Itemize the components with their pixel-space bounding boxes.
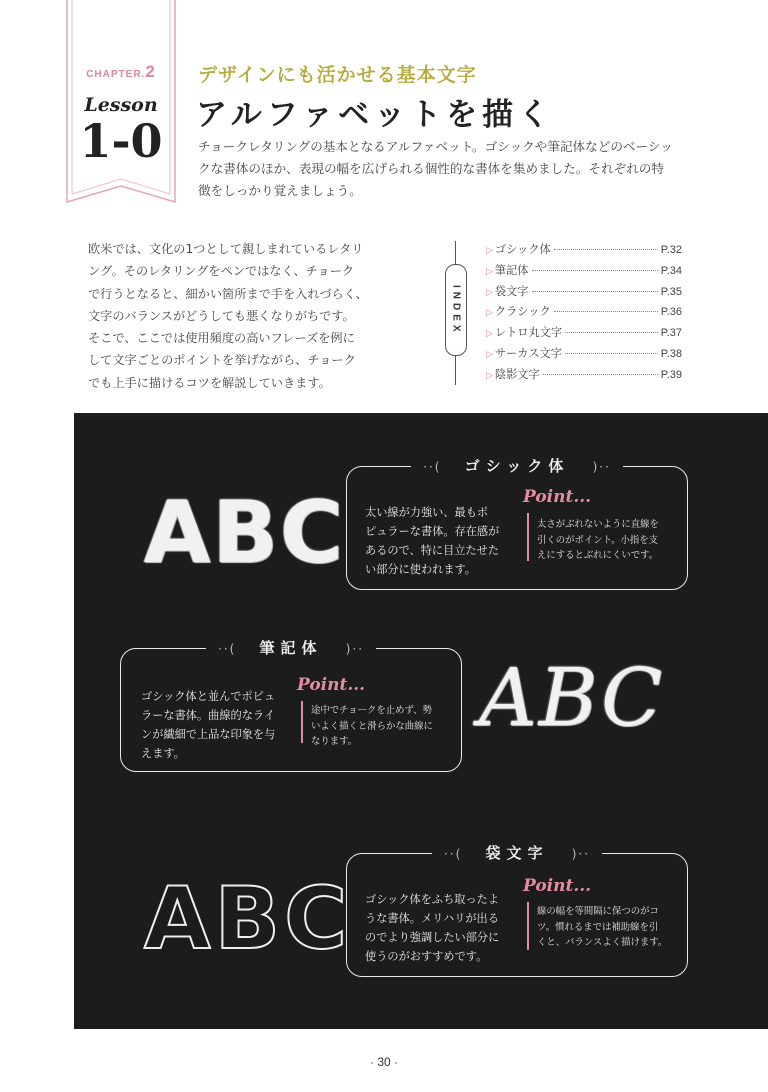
script-point-label: Point... — [297, 675, 366, 695]
page-subtitle: デザインにも活かせる基本文字 — [198, 64, 477, 86]
index-badge: INDEX — [445, 264, 467, 356]
outline-point-bar — [527, 902, 529, 950]
gothic-desc: 太い線が力強い、最もポ ピュラーな書体。存在感が あるので、特に目立たせた い部分に使われます。 — [365, 506, 500, 576]
index-item[interactable]: ▷ ゴシック体 P.32 — [486, 243, 682, 256]
page-title: アルファベットを描く — [196, 97, 555, 133]
index-item[interactable]: ▷ サーカス文字 P.38 — [486, 346, 682, 360]
chapter-label: CHAPTER.2 — [86, 62, 156, 81]
outline-sample: ABC — [144, 869, 352, 969]
script-desc: ゴシック体と並んでポピュ ラーな書体。曲線的なライ ンが繊細で上品な印象を与 えます。 — [141, 690, 276, 760]
outline-point-label: Point... — [523, 876, 592, 896]
gothic-point-text: 太さがぶれないように直線を 引くのがポイント。小指を支 えにするとぶれにくいです。 — [537, 519, 659, 561]
script-box — [120, 639, 462, 772]
triangle-icon: ▷ — [486, 308, 493, 319]
body-paragraph: 欧米では、文化の1つとして親しまれているレタリ ング。そのレタリングをペンではなく、チョーク で行うとなると、細かい箇所まで手を入れづらく、 文字のバランスがどうしても悪くなりがちです。 そこで、ここでは使用頻度の高いフレーズを例に して文字ごとのポイントを挙げながら、チョーク でも上手に描けるコツを解説していきます。 — [88, 242, 368, 390]
index-item[interactable]: ▷ レトロ丸文字 P.37 — [486, 326, 682, 340]
lesson-label: Lesson — [84, 94, 158, 116]
lesson-number: 1-0 — [79, 114, 163, 168]
index-list — [486, 241, 682, 387]
script-point-bar — [301, 701, 303, 743]
chalkboard — [74, 413, 768, 1029]
script-sample: ABC — [479, 651, 665, 744]
triangle-icon: ▷ — [486, 246, 493, 256]
gothic-box — [346, 457, 688, 590]
index-item[interactable]: ▷ 筆記体 P.34 — [486, 263, 682, 277]
outline-desc: ゴシック体をふち取ったよ うな書体。メリハリが出る のでより強調したい部分に 使うのがおすすめです。 — [365, 893, 500, 963]
script-point-text: 途中でチョークを止めず、勢 いよく描くと滑らかな曲線に なります。 — [311, 705, 433, 747]
gothic-point-label: Point... — [523, 487, 592, 507]
gothic-sample: ABC — [144, 483, 346, 583]
outline-title: ··( 袋文字 )·· — [432, 844, 602, 863]
index-item[interactable]: ▷ クラシック P.36 — [486, 305, 682, 319]
lesson-ribbon — [66, 0, 176, 208]
gothic-title: ··( ゴシック体 )·· — [411, 457, 623, 476]
triangle-icon: ▷ — [486, 287, 493, 298]
script-title: ··( 筆記体 )·· — [206, 639, 376, 658]
index-item[interactable]: ▷ 袋文字 P.35 — [486, 284, 682, 298]
triangle-icon: ▷ — [486, 329, 493, 340]
outline-point-text: 線の幅を等間隔に保つのがコ ツ。慣れるまでは補助線を引 くと、バランスよく描けます。 — [537, 906, 668, 948]
triangle-icon: ▷ — [486, 349, 493, 360]
index-item[interactable]: ▷ 陰影文字 P.39 — [486, 367, 682, 381]
intro-text: チョークレタリングの基本となるアルファベット。ゴシックや筆記体などのベーシッ クな書体のほか、表現の幅を広げられる個性的な書体を集めました。それぞれの特 徴をしっかり覚えましょう。 — [198, 139, 673, 198]
outline-box — [346, 844, 688, 977]
triangle-icon: ▷ — [486, 266, 493, 277]
triangle-icon: ▷ — [486, 370, 493, 381]
page-number: · 30 · — [369, 1055, 399, 1069]
gothic-point-bar — [527, 513, 529, 561]
